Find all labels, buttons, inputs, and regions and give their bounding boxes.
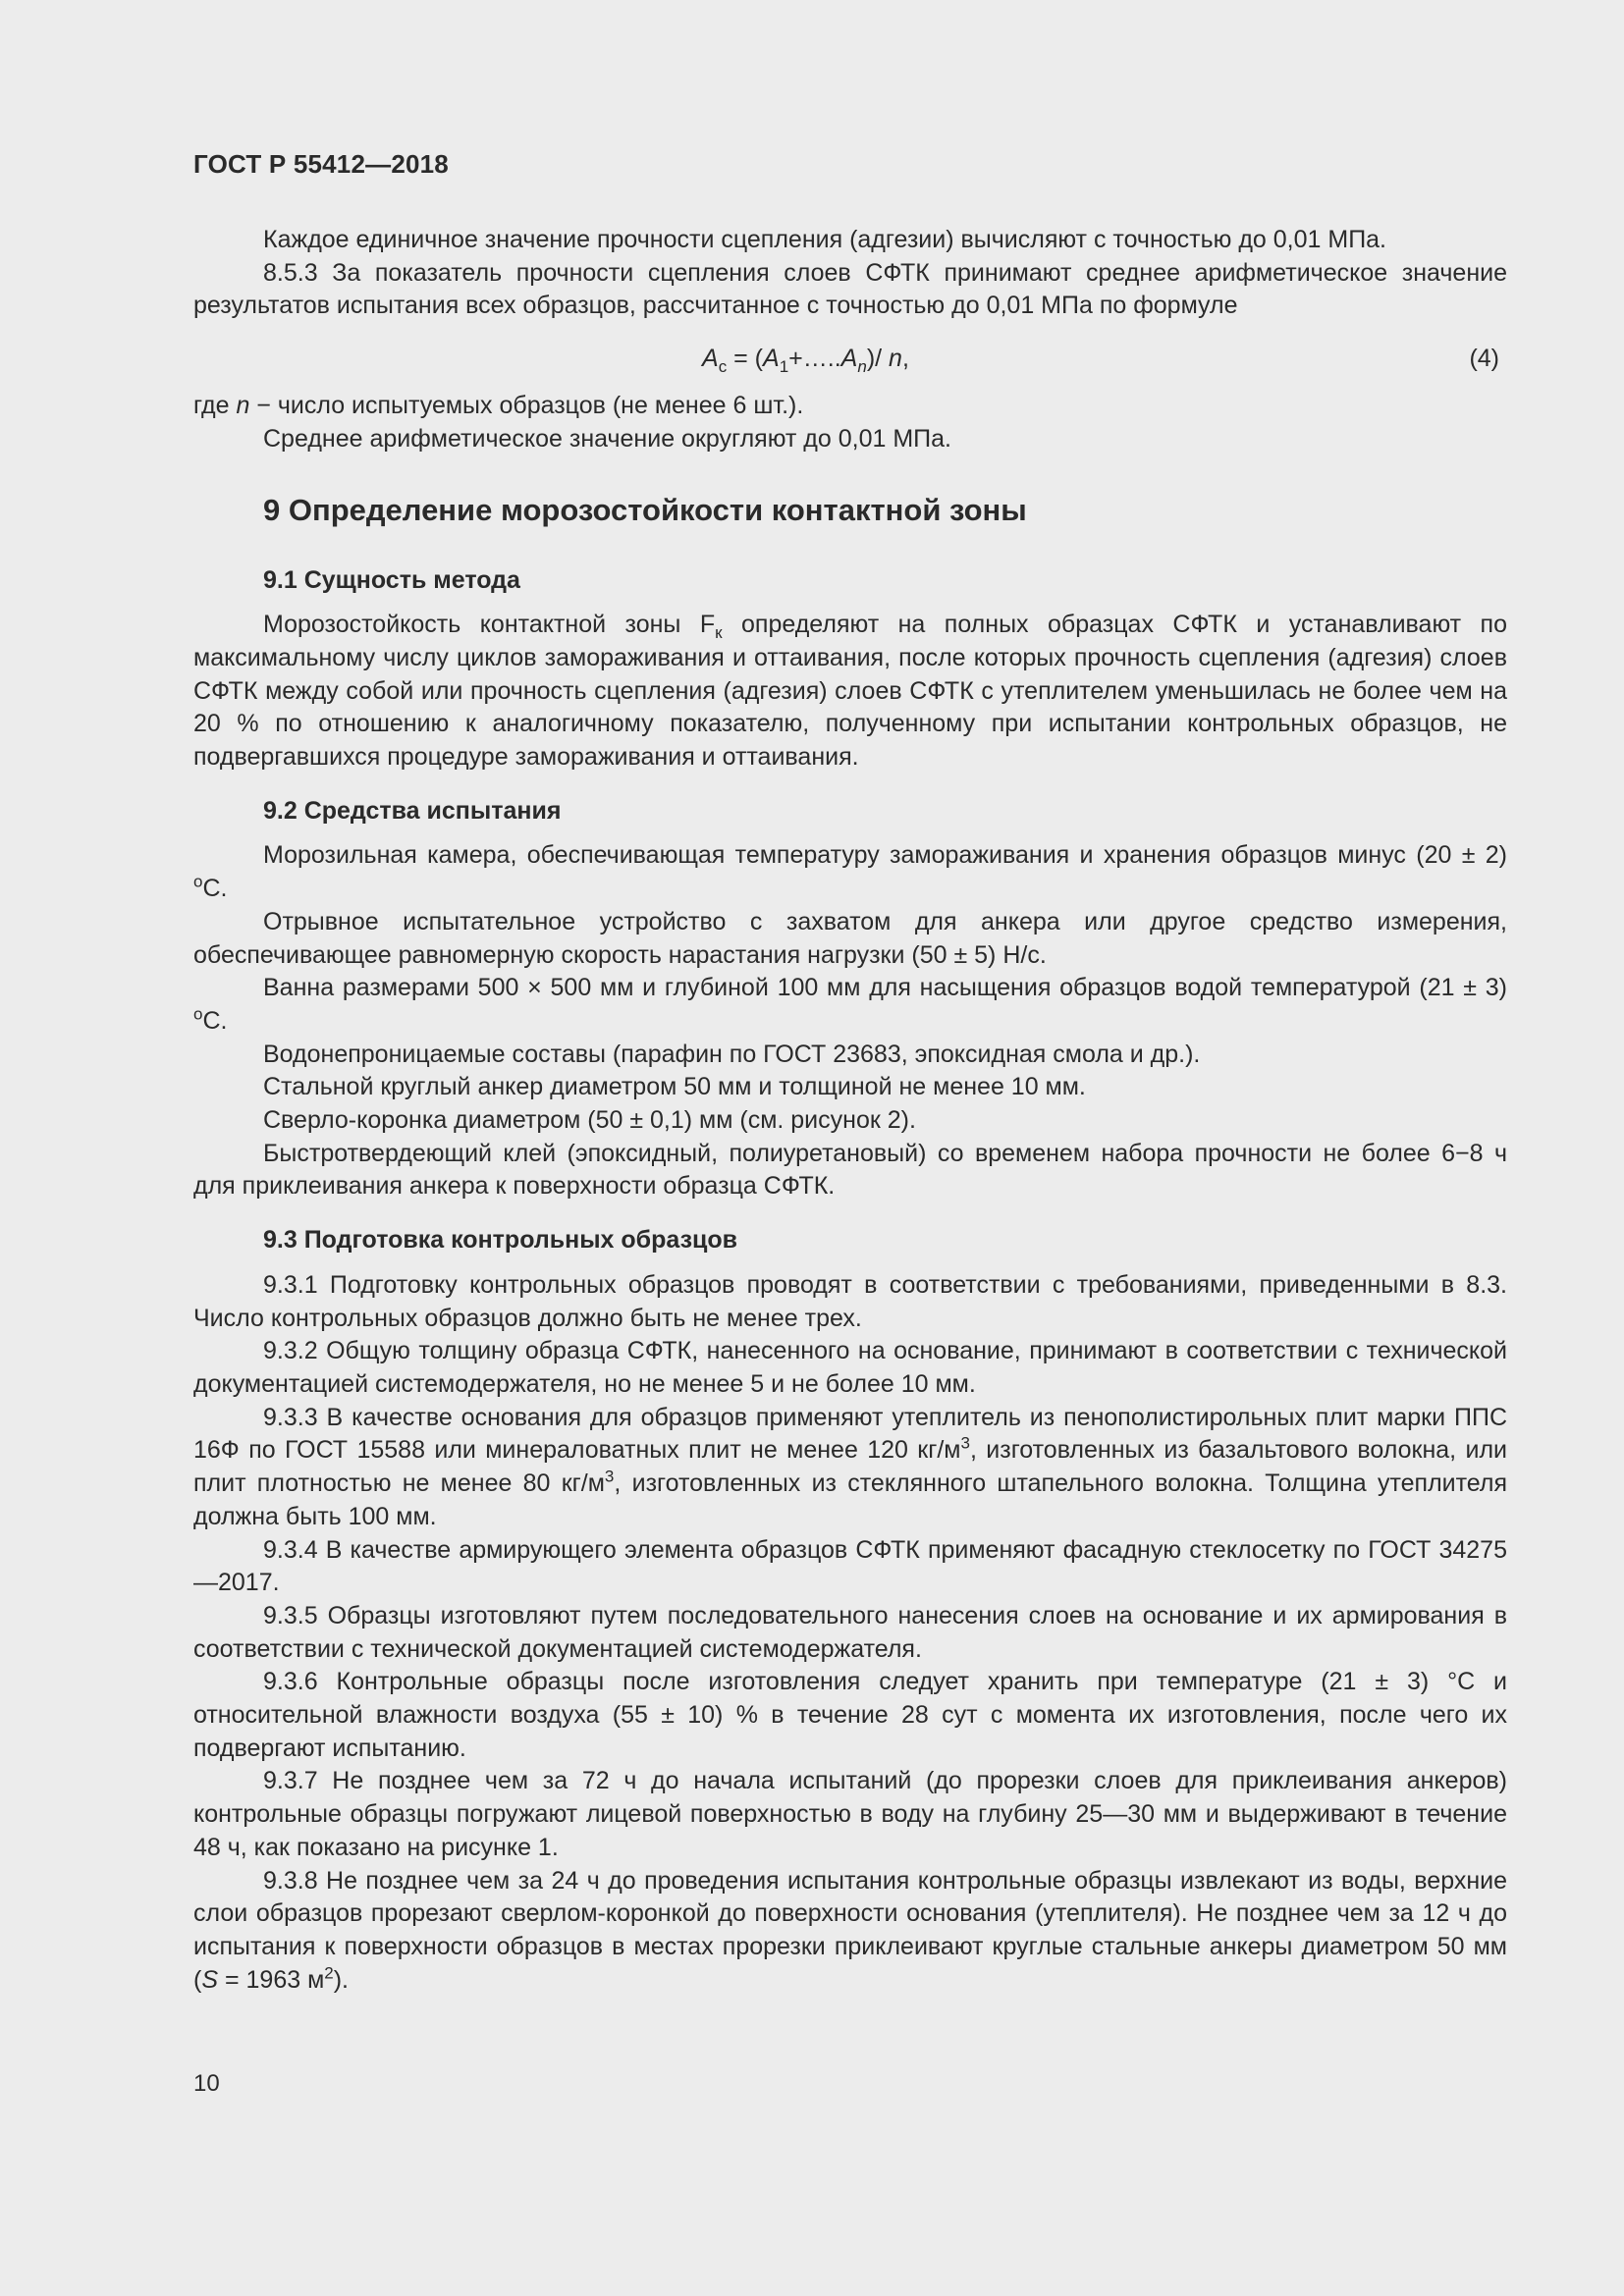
formula-expression: $A_с$ = $(A_1+\dots..A_n)/$ n,: [702, 345, 909, 377]
document-body: [193, 224, 1507, 1997]
paragraph-9-2-tester: Отрывное испытательное устройство с захватом для анкера или другое средство измерения, обеспечивающее равномерную скорость нарастания нагрузки (50 ± 5) Н/с.: [193, 907, 1507, 969]
paragraph-9-3-5: 9.3.5 Образцы изготовляют путем последовательного нанесения слоев на основание и их армирования в соответствии с технической документацией системодержателя.: [193, 1601, 1507, 1663]
paragraph-9-1: Морозостойкость контактной зоны $F_к$ определяют на полных образцах СФТК и устанавливают по максимальному числу циклов замораживания и оттаивания, после которых прочность сцепления (адгезия) слоев СФТК между собой или прочность сцепления (адгезия) слоев СФТК с утеплителем уменьшилась не более чем на 20 % по отношению к аналогичному показателю, полученному при испытании контрольных образцов, не подвергавшихся процедуре замораживания и оттаивания.: [193, 611, 1507, 772]
paragraph-9-2-drill: Сверло-коронка диаметром (50 ± 0,1) мм (см. рисунок 2).: [263, 1106, 916, 1135]
paragraph-9-3-2: 9.3.2 Общую толщину образца СФТК, нанесенного на основание, принимают в соответствии с технической документацией системодержателя, но не менее 5 и не более 10 мм.: [193, 1337, 1507, 1398]
paragraph-9-3-6: 9.3.6 Контрольные образцы после изготовления следует хранить при температуре (21 ± 3) °С и относительной влажности воздуха (55 ± 10) % в течение 28 сут с момента их изготовления, после чего их подвергают испытанию.: [193, 1668, 1507, 1762]
paragraph-9-2-glue: Быстротвердеющий клей (эпоксидный, полиуретановый) со временем набора прочности не более 6−8 ч для приклеивания анкера к поверхности образца СФТК.: [193, 1139, 1507, 1201]
paragraph-9-2-anchor: Стальной круглый анкер диаметром 50 мм и толщиной не менее 10 мм.: [263, 1073, 1086, 1101]
paragraph-9-3-4: 9.3.4 В качестве армирующего элемента образцов СФТК применяют фасадную стеклосетку по ГОСТ 34275—2017.: [193, 1535, 1507, 1597]
document-code-header: ГОСТ Р 55412—2018: [193, 149, 449, 179]
paragraph-9-2-freezer: Морозильная камера, обеспечивающая температуру замораживания и хранения образцов минус (20 ± 2) $^о$С.: [193, 841, 1507, 903]
paragraph: Каждое единичное значение прочности сцепления (адгезии) вычисляют с точностью до 0,01 МПа.: [263, 226, 1387, 253]
subsection-9-1-title: 9.1 Сущность метода: [263, 565, 520, 594]
formula-legend: где n − число испытуемых образцов (не менее 6 шт.).: [193, 392, 804, 420]
paragraph-9-3-1: 9.3.1 Подготовку контрольных образцов проводят в соответствии с требованиями, приведенными в 8.3. Число контрольных образцов должно быть не менее трех.: [193, 1270, 1507, 1332]
formula-number: (4): [1469, 345, 1499, 373]
paragraph-9-2-bath: Ванна размерами 500 × 500 мм и глубиной 100 мм для насыщения образцов водой температурой (21 ± 3) $^о$С.: [193, 974, 1507, 1035]
subsection-9-3-title: 9.3 Подготовка контрольных образцов: [263, 1226, 738, 1255]
paragraph-9-2-compounds: Водонепроницаемые составы (парафин по ГОСТ 23683, эпоксидная смола и др.).: [263, 1040, 1201, 1068]
subsection-9-2-title: 9.2 Средства испытания: [263, 796, 562, 825]
paragraph: Среднее арифметическое значение округляют до 0,01 МПа.: [263, 424, 951, 453]
formula-4: [193, 343, 1507, 376]
paragraph-9-3-7: 9.3.7 Не позднее чем за 72 ч до начала испытаний (до прорезки слоев для приклеивания анкеров) контрольные образцы погружают лицевой поверхностью в воду на глубину 25—30 мм и выдерживают в течение 48 ч, как показано на рисунке 1.: [193, 1767, 1507, 1861]
section-9-title: 9 Определение морозостойкости контактной зоны: [263, 492, 1027, 527]
paragraph-8-5-3: 8.5.3 За показатель прочности сцепления слоев СФТК принимают среднее арифметическое значение результатов испытания всех образцов, рассчитанное с точностью до 0,01 МПа по формуле: [193, 258, 1507, 320]
page-number: 10: [193, 2070, 220, 2097]
paragraph-9-3-3: 9.3.3 В качестве основания для образцов применяют утеплитель из пенополистирольных плит марки ППС 16Ф по ГОСТ 15588 или минераловатных плит не менее 120 $кг/м^3$, изготовленных из базальтового волокна, или плит плотностью не менее 80 $кг/м^3$, изготовленных из стеклянного штапельного волокна. Толщина утеплителя должна быть 100 мм.: [193, 1403, 1508, 1530]
paragraph-9-3-8: 9.3.8 Не позднее чем за 24 ч до проведения испытания контрольные образцы извлекают из воды, верхние слои образцов прорезают сверлом-коронкой до поверхности основания (утеплителя). Не позднее чем за 12 ч до испытания к поверхности образцов в местах прорезки приклеивают круглые стальные анкеры диаметром 50 мм (S = 1963 $м^2$).: [193, 1866, 1507, 1994]
